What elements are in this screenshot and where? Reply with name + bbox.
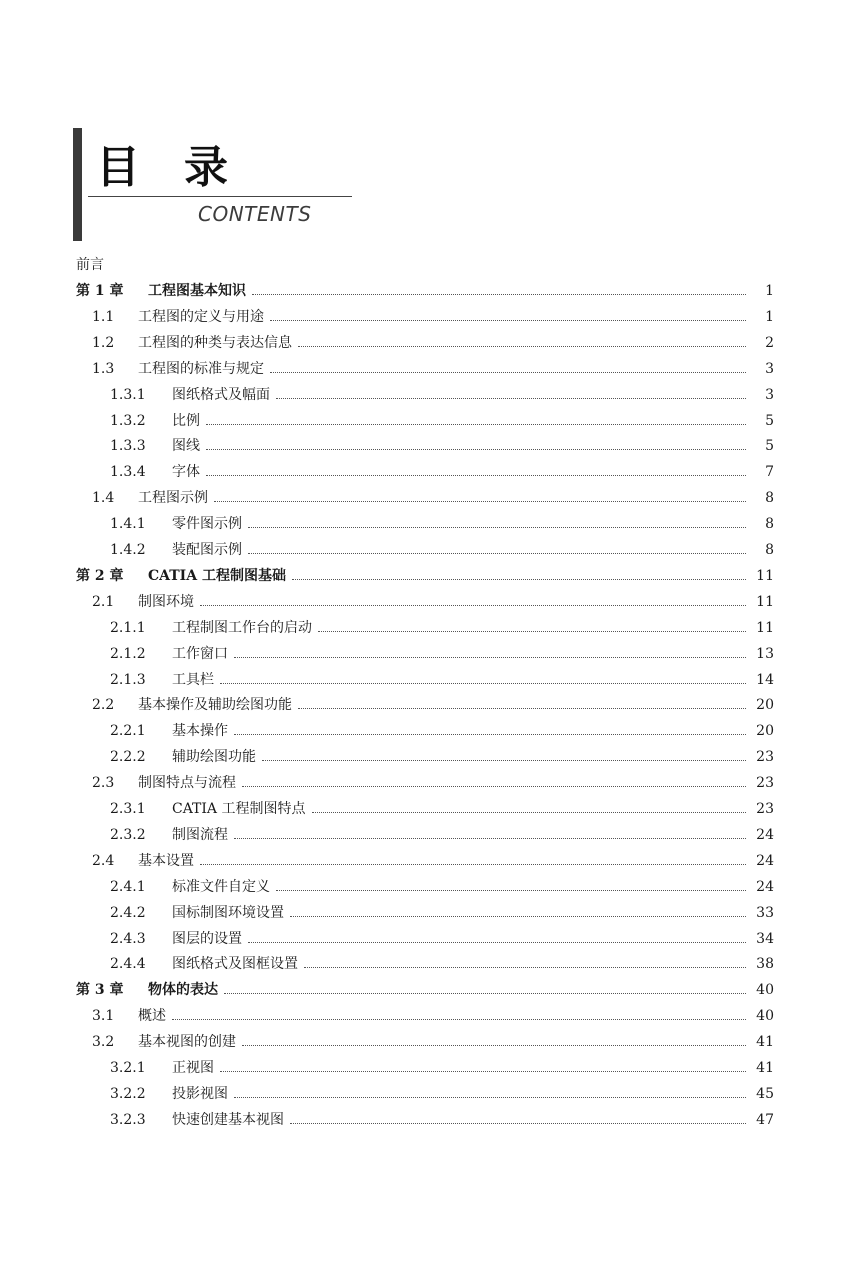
dot-leader xyxy=(248,930,746,943)
page-title: 目录 xyxy=(96,142,272,193)
toc-page-number: 23 xyxy=(756,749,774,766)
dot-leader xyxy=(172,1007,746,1020)
toc-entry-number: 2.2 xyxy=(92,697,115,714)
toc-entry[interactable] xyxy=(0,930,850,948)
dot-leader xyxy=(234,826,746,839)
toc-entry[interactable] xyxy=(0,1007,850,1025)
toc-entry[interactable] xyxy=(0,722,850,740)
toc-entry[interactable] xyxy=(0,774,850,792)
toc-entry[interactable] xyxy=(0,360,850,378)
toc-entry-title: 制图流程 xyxy=(172,826,234,844)
page-subtitle: CONTENTS xyxy=(198,202,312,226)
toc-page-number: 3 xyxy=(765,360,774,377)
toc-entry-title: 工作窗口 xyxy=(172,645,234,663)
toc-entry[interactable] xyxy=(0,671,850,689)
toc-page-number: 20 xyxy=(756,697,774,714)
dot-leader xyxy=(298,696,746,709)
toc-entry-number: 第 3 章 xyxy=(76,982,124,999)
toc-entry-title: 图层的设置 xyxy=(172,930,248,948)
toc-entry-title: 工具栏 xyxy=(172,671,220,689)
toc-entry-number: 3.2 xyxy=(92,1034,115,1051)
toc-entry[interactable] xyxy=(0,282,850,300)
toc-page-number: 38 xyxy=(756,956,774,973)
toc-entry-title: 基本操作及辅助绘图功能 xyxy=(138,696,298,714)
toc-entry-title: CATIA 工程制图特点 xyxy=(172,800,312,818)
toc-entry-number: 2.1.1 xyxy=(110,619,146,636)
toc-entry-number: 第 1 章 xyxy=(76,283,124,299)
toc-entry-title: 字体 xyxy=(172,463,206,481)
dot-leader xyxy=(206,412,746,425)
toc-page-number: 34 xyxy=(756,930,774,947)
toc-page-number: 5 xyxy=(765,438,774,455)
dot-leader xyxy=(200,593,746,606)
toc-entry-title: 概述 xyxy=(138,1007,172,1025)
toc-entry[interactable] xyxy=(0,567,850,585)
toc-page-number: 14 xyxy=(756,671,774,688)
toc-entry[interactable] xyxy=(0,412,850,430)
toc-entry-number: 2.4.1 xyxy=(110,878,146,895)
toc-entry-number: 2.3.1 xyxy=(110,801,146,817)
toc-entry[interactable] xyxy=(0,955,850,973)
toc-entry[interactable] xyxy=(0,696,850,714)
dot-leader xyxy=(270,360,746,373)
dot-leader xyxy=(242,1033,746,1046)
toc-entry-title: 图纸格式及图框设置 xyxy=(172,955,304,973)
toc-entry-title: 制图特点与流程 xyxy=(138,774,242,792)
toc-page-number: 8 xyxy=(765,542,774,558)
toc-page-number: 23 xyxy=(756,801,774,817)
dot-leader xyxy=(200,852,746,865)
toc-entry[interactable] xyxy=(0,852,850,870)
toc-entry-number: 1.2 xyxy=(92,334,115,351)
toc-entry-title: 工程图基本知识 xyxy=(148,282,252,300)
toc-entry-title: 快速创建基本视图 xyxy=(172,1111,290,1129)
toc-entry[interactable] xyxy=(0,541,850,559)
toc-entry-number: 2.1.3 xyxy=(110,671,146,688)
dot-leader xyxy=(206,463,746,476)
toc-entry-number: 2.1 xyxy=(92,593,115,610)
toc-entry-title: 比例 xyxy=(172,412,206,430)
toc-page-number: 2 xyxy=(765,334,774,351)
toc-preface[interactable]: 前言 xyxy=(76,257,104,273)
toc-entry-number: 2.2.1 xyxy=(110,723,146,740)
toc-page-number: 24 xyxy=(756,826,774,843)
toc-entry[interactable] xyxy=(0,515,850,533)
toc-entry-number: 1.3.3 xyxy=(110,438,146,455)
dot-leader xyxy=(276,878,746,891)
toc-entry[interactable] xyxy=(0,1085,850,1103)
toc-entry-number: 1.4.1 xyxy=(110,516,146,533)
title-rule xyxy=(88,196,352,197)
toc-page-number: 5 xyxy=(765,412,774,429)
toc-entry-title: 装配图示例 xyxy=(172,541,248,559)
toc-entry[interactable] xyxy=(0,1111,850,1129)
toc-page-number: 24 xyxy=(756,852,774,869)
dot-leader xyxy=(220,1059,746,1072)
toc-page-number: 13 xyxy=(756,645,774,662)
toc-page-number: 24 xyxy=(756,878,774,895)
toc-entry-number: 1.3 xyxy=(92,360,115,377)
toc-entry-number: 3.2.1 xyxy=(110,1060,146,1076)
toc-page-number: 33 xyxy=(756,904,774,921)
dot-leader xyxy=(312,800,747,813)
toc-entry-title: 国标制图环境设置 xyxy=(172,904,290,922)
toc-entry[interactable] xyxy=(0,878,850,896)
toc-entry-number: 1.3.4 xyxy=(110,464,146,481)
dot-leader xyxy=(224,981,746,994)
toc-entry-title: 工程图的定义与用途 xyxy=(138,308,270,326)
toc-page-number: 11 xyxy=(756,567,774,584)
toc-page-number: 20 xyxy=(756,723,774,740)
toc-entry-number: 1.3.2 xyxy=(110,412,146,429)
toc-entry-title: 工程图示例 xyxy=(138,489,214,507)
toc-entry[interactable] xyxy=(0,826,850,844)
toc-entry-number: 2.3 xyxy=(92,775,115,792)
toc-entry-title: 投影视图 xyxy=(172,1085,234,1103)
toc-page-number: 23 xyxy=(756,775,774,792)
toc-entry[interactable] xyxy=(0,593,850,611)
toc-entry[interactable] xyxy=(0,981,850,999)
toc-page-number: 11 xyxy=(756,593,774,610)
toc-entry-title: 工程图的种类与表达信息 xyxy=(138,334,298,352)
toc-entry-title: 工程图的标准与规定 xyxy=(138,360,270,378)
toc-entry[interactable] xyxy=(0,619,850,637)
dot-leader xyxy=(290,904,746,917)
toc-page-number: 47 xyxy=(756,1111,774,1128)
toc-page-number: 3 xyxy=(765,386,774,403)
toc-entry[interactable] xyxy=(0,645,850,663)
toc-entry-title: 基本设置 xyxy=(138,852,200,870)
toc-entry-title: 标准文件自定义 xyxy=(172,878,276,896)
dot-leader xyxy=(206,437,746,450)
toc-entry[interactable] xyxy=(0,463,850,481)
dot-leader xyxy=(290,1111,746,1124)
toc-entry-number: 3.2.3 xyxy=(110,1111,146,1128)
toc-entry-title: 图纸格式及幅面 xyxy=(172,386,276,404)
toc-page-number: 41 xyxy=(756,1034,774,1051)
dot-leader xyxy=(214,489,746,502)
toc-entry-number: 1.4.2 xyxy=(110,542,146,558)
dot-leader xyxy=(304,955,746,968)
toc-entry-title: 物体的表达 xyxy=(148,981,224,999)
dot-leader xyxy=(242,774,746,787)
toc-entry-number: 1.1 xyxy=(92,308,115,325)
dot-leader xyxy=(270,308,746,321)
toc-entry[interactable] xyxy=(0,1059,850,1077)
toc-page-number: 7 xyxy=(765,464,774,481)
toc-entry-number: 3.1 xyxy=(92,1008,115,1025)
toc-page-number: 11 xyxy=(756,619,774,636)
toc-entry[interactable] xyxy=(0,386,850,404)
dot-leader xyxy=(318,619,746,632)
toc-page-number: 45 xyxy=(756,1085,774,1102)
toc-entry-title: 图线 xyxy=(172,437,206,455)
toc-entry[interactable] xyxy=(0,437,850,455)
toc-entry-number: 1.4 xyxy=(92,490,115,507)
toc-page-number: 41 xyxy=(756,1060,774,1076)
toc-entry[interactable] xyxy=(0,748,850,766)
toc-entry-title: 辅助绘图功能 xyxy=(172,748,262,766)
toc-entry[interactable] xyxy=(0,334,850,352)
toc-entry-number: 3.2.2 xyxy=(110,1085,146,1102)
toc-entry-title: 零件图示例 xyxy=(172,515,248,533)
dot-leader xyxy=(292,567,746,580)
dot-leader xyxy=(252,282,746,295)
toc-entry-title: 正视图 xyxy=(172,1059,220,1077)
dot-leader xyxy=(276,386,746,399)
dot-leader xyxy=(220,671,746,684)
toc-entry-title: 工程制图工作台的启动 xyxy=(172,619,318,637)
toc-entry[interactable] xyxy=(0,1033,850,1051)
toc-entry-number: 2.4.3 xyxy=(110,930,146,947)
toc-page-number: 1 xyxy=(765,283,774,299)
dot-leader xyxy=(234,1085,746,1098)
toc-page-number: 8 xyxy=(765,516,774,533)
dot-leader xyxy=(298,334,746,347)
toc-entry-number: 第 2 章 xyxy=(76,567,124,584)
toc-page-number: 8 xyxy=(765,490,774,507)
toc-entry-title: 基本操作 xyxy=(172,722,234,740)
toc-entry-number: 2.4.4 xyxy=(110,956,146,973)
dot-leader xyxy=(248,515,746,528)
toc-entry[interactable] xyxy=(0,904,850,922)
toc-entry-number: 1.3.1 xyxy=(110,386,146,403)
toc-entry-number: 2.2.2 xyxy=(110,749,146,766)
dot-leader xyxy=(234,722,746,735)
toc-entry[interactable] xyxy=(0,800,850,818)
toc-page-number: 40 xyxy=(756,1008,774,1025)
dot-leader xyxy=(248,541,746,554)
toc-entry-number: 2.1.2 xyxy=(110,645,146,662)
toc-entry-title: CATIA 工程制图基础 xyxy=(148,567,292,585)
toc-entry-title: 基本视图的创建 xyxy=(138,1033,242,1051)
toc-page-number: 40 xyxy=(756,982,774,999)
toc-entry-number: 2.4 xyxy=(92,852,115,869)
toc-entry-number: 2.4.2 xyxy=(110,904,146,921)
dot-leader xyxy=(262,748,746,761)
toc-page-number: 1 xyxy=(765,308,774,325)
title-accent-bar xyxy=(73,128,82,241)
toc-entry[interactable] xyxy=(0,308,850,326)
toc-entry-title: 制图环境 xyxy=(138,593,200,611)
toc-entry[interactable] xyxy=(0,489,850,507)
dot-leader xyxy=(234,645,746,658)
toc-entry-number: 2.3.2 xyxy=(110,826,146,843)
